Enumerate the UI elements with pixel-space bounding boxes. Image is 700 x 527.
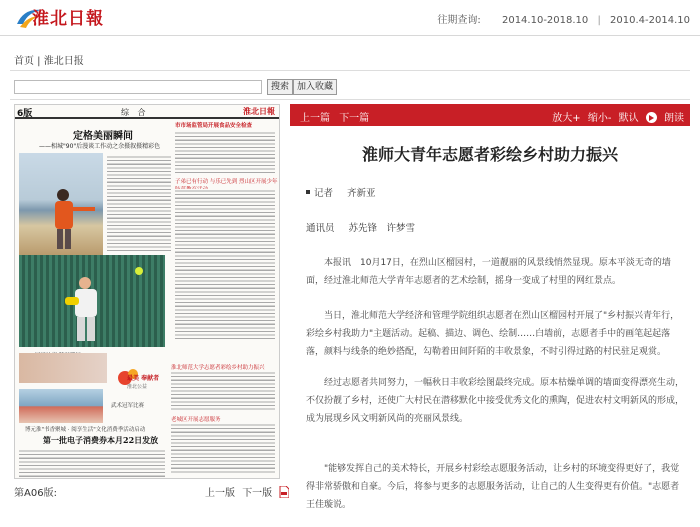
period-query (437, 11, 690, 26)
divider (10, 70, 690, 71)
article-paragraph: "能够发挥自己的美术特长，开展乡村彩绘志愿服务活动，让乡村的环境变得更好了，我觉得非常骄傲和自豪。今后，将参与更多的志愿服务活动，让自己的人生变得更有价值。"志愿者王佳璇说。 (306, 464, 680, 510)
photo-martial-arts[interactable] (19, 389, 103, 423)
article-toolbar (290, 104, 690, 126)
ad-title: 最美 奉献者 (127, 375, 160, 382)
photo-thumbnail[interactable] (19, 353, 107, 383)
article-title: 淮师大青年志愿者彩绘乡村助力振兴 (361, 145, 618, 164)
article-text-block (175, 189, 275, 339)
photo-tennis[interactable] (19, 255, 165, 347)
search-input[interactable] (14, 80, 262, 94)
article-text-block (19, 449, 165, 477)
top-bar (0, 0, 700, 36)
middle-headline[interactable]: 淮北师范大学志愿者彩绘乡村助力振兴 (171, 365, 265, 371)
newspaper-section: 综 合 (121, 108, 149, 117)
reporter-label: 记者 (314, 188, 334, 199)
middle-headline-2[interactable]: 老城区开展志愿服务 (171, 417, 221, 423)
bottom-headline[interactable]: 博元淮"书香聚城 · 阅享生活"文化消费季活动启动 (25, 427, 146, 433)
reporter-name: 齐新亚 (347, 188, 376, 199)
article-text-block (171, 371, 275, 411)
divider (10, 99, 690, 100)
zoom-in-button[interactable]: 放大+ (552, 113, 581, 124)
breadcrumb-home[interactable]: 首页 (14, 56, 34, 67)
newspaper-page-thumbnail[interactable] (14, 104, 280, 479)
period-separator: | (597, 15, 601, 26)
article-text-block (175, 131, 275, 175)
read-aloud-button[interactable]: 朗读 (664, 113, 684, 124)
correspondent-line (306, 220, 415, 234)
search-button[interactable]: 搜索 (267, 79, 293, 95)
zoom-out-button[interactable]: 缩小- (587, 113, 612, 124)
photo-athlete[interactable] (19, 153, 103, 257)
reporter-line (306, 185, 376, 199)
newspaper-page-number: 6版 (17, 109, 33, 119)
period-label: 往期查询: (437, 15, 481, 26)
default-size-button[interactable]: 默认 (618, 113, 639, 124)
period-link-2[interactable]: 2010.4-2014.10 (610, 15, 690, 26)
bullet-icon (306, 190, 310, 194)
period-link-1[interactable]: 2014.10-2018.10 (501, 15, 589, 26)
correspondent-label: 通讯员 (306, 223, 335, 234)
breadcrumb (14, 52, 84, 67)
photo-caption: 武术冠军比赛 (111, 403, 145, 409)
article-paragraph: 本报讯 10月17日，在烈山区榴园村，一道靓丽的风景线悄然显现。原本平淡无奇的墙面，经过淮北师范大学青年志愿者的艺术绘制，摇身一变成了村里的网红景点。 (306, 258, 671, 286)
article-paragraph: 当日，淮北师范大学经济和管理学院组织志愿者在烈山区榴园村开展了"乡村振兴青年行，彩绘乡村我助力"主题活动。起稿、描边、调色、绘制……白墙前，志愿者手中的画笔起起落落，颜料与线条的绝妙搭配，勾勒着田间阡陌的丰收景象，不时引得过路的村民驻足观赏。 (306, 311, 680, 357)
correspondent-names: 苏先锋 许梦雪 (348, 223, 416, 234)
article-text-block (171, 423, 275, 473)
speaker-icon[interactable] (646, 112, 657, 123)
article-text-block (107, 155, 171, 253)
breadcrumb-paper[interactable]: 淮北日报 (43, 56, 84, 67)
pdf-icon[interactable] (279, 486, 289, 498)
right-column-headline[interactable]: 市市场监管局开展食品安全检查 (175, 123, 253, 129)
next-page-link[interactable]: 下一版 (242, 488, 273, 499)
newspaper-logo: 淮北日報 (243, 107, 275, 116)
right-column-headline-2[interactable]: 子弟已有行动 与乐已先到 烈山区开展少年 (175, 179, 278, 185)
newspaper-header (15, 105, 279, 119)
article-paragraph: 经过志愿者共同努力，一幅秋日丰收彩绘图最终完成。原本枯燥单调的墙面变得漂亮生动，不仅扮靓了乡村，还使广大村民在潜移默化中接受优秀文化的熏陶，促进农村文明新风的形成，成为展现乡风文明新风尚的亮丽风景线。 (306, 378, 685, 424)
next-article-link[interactable]: 下一篇 (339, 113, 370, 124)
add-favorite-button[interactable]: 加入收藏 (293, 79, 337, 95)
page-navigation (205, 484, 289, 499)
newspaper-subtitle: ——相城"90"后漫谈工作动之余摄叙摄精彩色 (39, 143, 161, 150)
logo-text[interactable]: 淮北日報 (32, 9, 104, 29)
ad-subtitle: 淮北公益 (127, 384, 148, 390)
page-label: 第A06版: (14, 488, 57, 499)
bottom-headline-main[interactable]: 第一批电子消费券本月22日发放 (43, 435, 159, 445)
newspaper-title[interactable]: 定格美丽瞬间 (73, 131, 133, 142)
prev-article-link[interactable]: 上一篇 (300, 113, 330, 124)
breadcrumb-separator: | (34, 56, 44, 67)
prev-page-link[interactable]: 上一版 (205, 488, 235, 499)
